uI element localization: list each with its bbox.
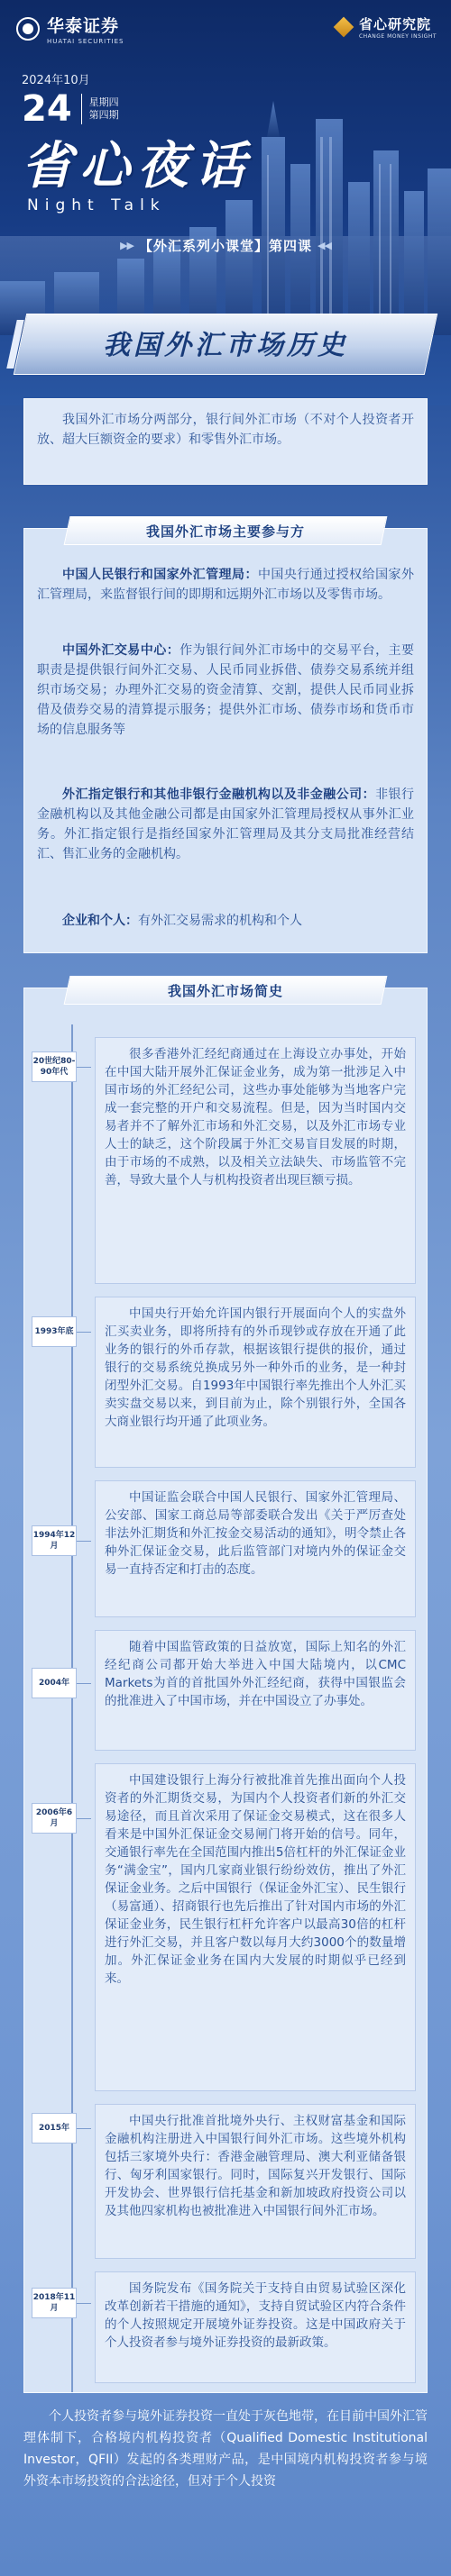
- participant-item: [37, 785, 414, 864]
- participant-title: 中国人民银行和国家外汇管理局：: [62, 568, 258, 582]
- timeline-event: 中国建设银行上海分行被批准首先推出面向个人投资者的外汇期货交易，为国内个人投资者们新的外汇交易途径，而且首次采用了保证金交易模式，这在很多人看来是中国外汇保证金交易闸门将开始的信号。同年，交通银行率先在全国范围内推出5倍杠杆的外汇保证金业务“满金宝”，国内几家商业银行纷纷效仿，推出了外汇保证金业务。之后中国银行（保证金外汇宝）、民生银行（易富通）、招商银行也先后推出了针对国内市场的外汇保证金业务，民生银行杠杆允许客户以最高30倍的杠杆进行外汇交易，并且客户数以每月大约3000个的数量增加。外汇保证金业务在国内大发展的时期似乎已经到来。: [95, 1763, 416, 2091]
- timeline-connector: [77, 1818, 91, 1819]
- issue-weekday: 星期四: [88, 96, 119, 108]
- timeline-connector: [77, 1332, 91, 1333]
- huatai-brand: [16, 13, 124, 45]
- participant-item: [37, 565, 414, 605]
- timeline-event: 中国证监会联合中国人民银行、国家外汇管理局、公安部、国家工商总局等部委联合发出《关于严厉查处非法外汇期货和外汇按金交易活动的通知》，明令禁止各种外汇保证金交易，此后监管部门对境内外的保证金交易一直持否定和打击的态度。: [95, 1480, 416, 1617]
- issue-day: 24: [22, 88, 72, 130]
- issue-year-month: 2024年10月: [22, 74, 90, 87]
- timeline-line: [71, 1024, 73, 2392]
- participant-body: 非银行金融机构以及其他金融公司都是由国家外汇管理局授权从事外汇业务。外汇指定银行是指经国家外汇管理局及其分支局批准经营结汇、售汇业务的金融机构。: [37, 787, 415, 861]
- intro-text: 我国外汇市场分两部分，银行间外汇市场（不对个人投资者开放、超大巨额资金的要求）和零售外汇市场。: [37, 413, 414, 447]
- series-label-text: 【外汇系列小课堂】第四课: [138, 238, 312, 254]
- timeline-date: 2006年6月: [32, 1803, 77, 1834]
- huatai-logo-icon: [16, 17, 40, 41]
- timeline-connector: [77, 2128, 91, 2129]
- participant-item: [37, 641, 414, 740]
- participant-title: 企业和个人：: [62, 914, 138, 928]
- timeline-date: 2018年11月: [32, 2288, 77, 2318]
- timeline-date: 2004年: [32, 1668, 77, 1698]
- participant-body: 作为银行间外汇市场中的交易平台，主要职责是提供银行间外汇交易、人民币同业拆借、债券交易系统并组织市场交易；办理外汇交易的资金清算、交割，提供人民币同业拆借及债券交易的清算提示服务；提供外汇市场、债券市场和货币市场的信息服务等: [37, 643, 415, 737]
- research-name-cn: 省心研究院: [358, 16, 431, 32]
- history-section: [23, 982, 428, 2393]
- chevron-left-icon: ▶▶: [120, 240, 133, 251]
- issue-date: [22, 70, 119, 130]
- huatai-name-en: HUATAI SECURITIES: [47, 38, 124, 45]
- history-heading: 我国外汇市场简史: [167, 982, 283, 999]
- timeline-event: 中国央行开始允许国内银行开展面向个人的实盘外汇买卖业务，即将所持有的外币现钞或存放在开通了此业务的银行的外币存款，根据该银行提供的报价，通过银行的交易系统兑换成另外一种外币的业务，是一种封闭型外汇交易。自1993年中国银行率先推出个人外汇买卖实盘交易以来，到目前为止，除个别银行外，全国各大商业银行均开通了此项业务。: [95, 1297, 416, 1468]
- closing-paragraph: 个人投资者参与境外证券投资一直处于灰色地带，在目前中国外汇管理体制下，合格境内机构投资者（Qualified Domestic Institutional Investor，QFII）发起的各类理财产品，是中国境内机构投资者参与境外资本市场投资的合法途径，但对于个人投资: [23, 2409, 428, 2489]
- main-heading: 我国外汇市场历史: [103, 330, 348, 361]
- timeline-date: 1993年底: [32, 1316, 77, 1347]
- participant-item: [37, 911, 414, 931]
- page-title: 省心夜话: [22, 137, 253, 196]
- chevron-right-icon: ◀◀: [318, 240, 331, 251]
- participants-heading-tab: [67, 516, 384, 545]
- participants-heading: 我国外汇市场主要参与方: [145, 523, 305, 540]
- header-banner: [0, 0, 451, 405]
- series-label: [0, 236, 451, 255]
- timeline-event: 很多香港外汇经纪商通过在上海设立办事处，开始在中国大陆开展外汇保证金业务，成为第一批涉足入中国市场的外汇经纪公司，这些办事处能够为当地客户完成一套完整的开户和交易流程。但是，因为当时国内交易者并不了解外汇市场和外汇交易，以及外汇市场专业人士的缺乏，这个阶段属于外汇交易盲目发展的时期，由于市场的不成熟，以及相关立法缺失、市场监管不完善，导致大量个人与机构投资者出现巨额亏损。: [95, 1037, 416, 1284]
- research-brand: [334, 14, 437, 40]
- timeline-date: 20世纪80-90年代: [32, 1051, 77, 1082]
- participant-body: 中国央行通过授权给国家外汇管理局，来监督银行间的即期和远期外汇市场以及零售市场。: [37, 568, 415, 602]
- timeline-connector: [77, 2303, 91, 2304]
- timeline-event: 随着中国监管政策的日益放宽，国际上知名的外汇经纪商公司都开始大举进入中国大陆境内，以CMC Markets为首的首批国外外汇经纪商，获得中国银监会的批准进入了中国市场，并在中国设立了办事处。: [95, 1630, 416, 1751]
- page-subtitle-en: Night Talk: [27, 196, 166, 214]
- timeline-date: 1994年12月: [32, 1525, 77, 1556]
- huatai-name-cn: 华泰证券: [47, 16, 120, 36]
- issue-number: 第四期: [88, 109, 119, 121]
- history-heading-tab: [67, 976, 384, 1005]
- timeline-date: 2015年: [32, 2113, 77, 2144]
- participant-title: 中国外汇交易中心：: [62, 643, 180, 658]
- intro-box: [23, 398, 428, 485]
- participants-section: [23, 523, 428, 953]
- research-name-en: CHANGE MONEY INSIGHT: [358, 33, 437, 40]
- participant-body: 有外汇交易需求的机构和个人: [138, 914, 302, 928]
- date-divider: [81, 94, 82, 124]
- timeline-event: 国务院发布《国务院关于支持自由贸易试验区深化改革创新若干措施的通知》，支持自贸试验区内符合条件的个人按照规定开展境外证券投资。这是中国政府关于个人投资者参与境外证券投资的最新政策。: [95, 2271, 416, 2383]
- timeline-connector: [77, 1067, 91, 1068]
- timeline-connector: [77, 1541, 91, 1542]
- diamond-logo-icon: [334, 17, 354, 37]
- main-heading-banner: [20, 306, 431, 375]
- timeline-connector: [77, 1683, 91, 1684]
- participant-title: 外汇指定银行和其他非银行金融机构以及非金融公司：: [62, 787, 376, 802]
- timeline-event: 中国央行批准首批境外央行、主权财富基金和国际金融机构注册进入中国银行间外汇市场。这些境外机构包括三家境外央行：香港金融管理局、澳大利亚储备银行、匈牙利国家银行。同时，国际复兴开发银行、国际开发协会、世界银行信托基金和新加坡政府投资公司以及其他四家机构也被批准进入中国银行间外汇市场。: [95, 2104, 416, 2259]
